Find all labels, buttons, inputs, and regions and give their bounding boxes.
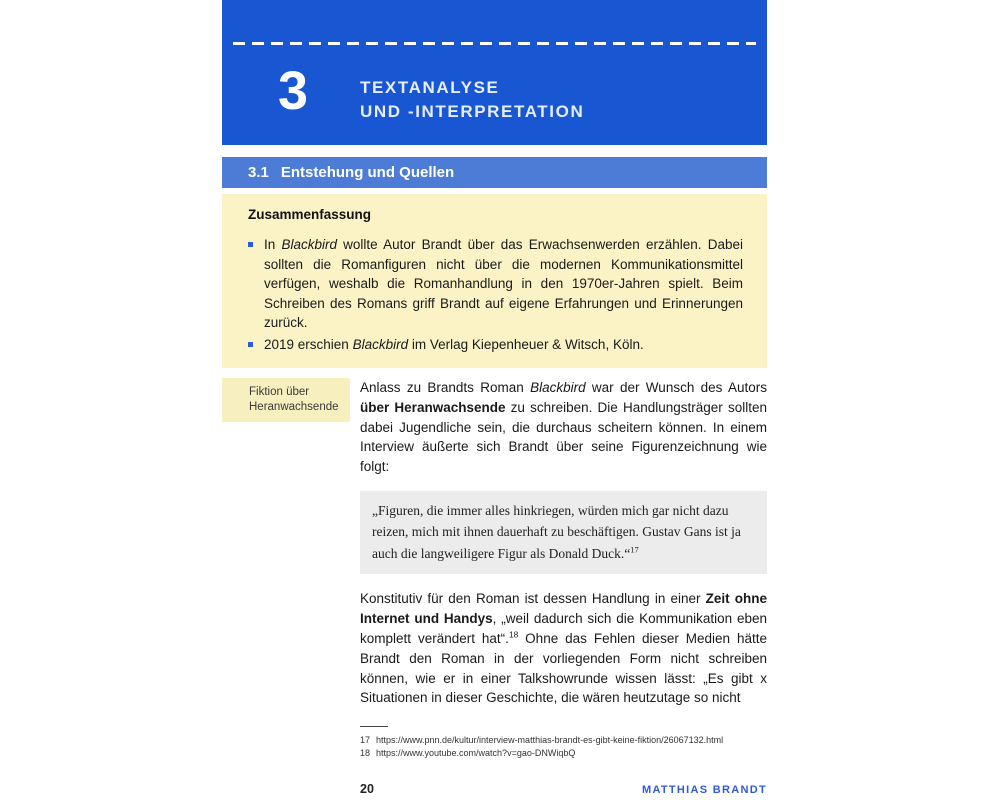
- footnote-18: [360, 747, 767, 760]
- footnote-link[interactable]: https://www.youtube.com/watch?v=gao-DNWiqbQ: [376, 748, 576, 758]
- body-paragraph-2: Konstitutiv für den Roman ist dessen Handlung in einer Zeit ohne Internet und Handys, „weil dadurch sich die Kommunikation eben komplett verändert hat“.$^{18}$ Ohne das Fehlen dieser Medien hätte Brandt den Roman in der vorliegenden Form nicht schreiben können, wie er in einer Talkshowrunde wissen lässt: „Es gibt x Situationen in dieser Geschichte, die wären heutzutage so nicht: [360, 591, 768, 706]
- footnote-link[interactable]: https://www.pnn.de/kultur/interview-matthias-brandt-es-gibt-keine-fiktion/26067132.html: [376, 735, 724, 745]
- section-title: Entstehung und Quellen: [280, 164, 455, 181]
- summary-bullet-2-text: 2019 erschien Blackbird im Verlag Kiepenheuer & Witsch, Köln.: [264, 336, 644, 352]
- summary-box: [222, 194, 767, 368]
- running-title: MATTHIAS BRANDT: [641, 784, 767, 796]
- summary-heading: Zusammenfassung: [248, 207, 372, 222]
- section-number: 3.1: [248, 164, 269, 181]
- section-heading-bar: [222, 157, 767, 188]
- footnote-number: 17: [360, 735, 371, 745]
- body-paragraph-1: Anlass zu Brandts Roman Blackbird war der Wunsch des Autors über Heranwachsende zu schreiben. Die Handlungsträger sollten dabei Jugendliche sein, die durchaus scheitern können. In einem Interview äußerte sich Brandt über seine Figurenzeichnung wie folgt:: [360, 380, 767, 475]
- page-footer: [360, 782, 767, 796]
- bullet-square-icon: [248, 242, 253, 247]
- footnotes: [360, 726, 767, 760]
- body-column: [360, 378, 767, 708]
- footnote-number: 18: [360, 748, 371, 758]
- summary-bullet-1: [248, 235, 743, 333]
- footnote-17: [360, 734, 767, 747]
- quote-box: „Figuren, die immer alles hinkriegen, würden mich gar nicht dazu reizen, mich mit ihnen dauerhaft zu beschäftigen. Gustav Gans ist ja auch die langweiligere Figur als Donald Duck.“$^{17}$: [360, 491, 767, 575]
- bullet-square-icon: [248, 342, 253, 347]
- summary-bullet-2: [248, 335, 743, 355]
- chapter-title-line2: UND -INTERPRETATION: [360, 102, 585, 121]
- chapter-number: 3: [278, 61, 309, 121]
- footnote-rule: [360, 726, 388, 727]
- margin-note: Fiktion über Heranwachsende: [222, 378, 350, 422]
- chapter-header: [222, 0, 767, 145]
- summary-bullet-1-text: In Blackbird wollte Autor Brandt über das Erwachsenwerden erzählen. Dabei sollten die Romanfiguren nicht über die modernen Kommunikationsmittel verfügen, weshalb die Romanhandlung in den 1970er-Jahren spielt. Beim Schreiben des Romans griff Brandt auf eigene Erfahrungen und Erinnerungen zurück.: [264, 237, 743, 331]
- chapter-title-line1: TEXTANALYSE: [360, 78, 500, 97]
- chapter-title: [360, 76, 584, 124]
- page-number: 20: [360, 782, 374, 796]
- dashed-divider: [233, 42, 756, 45]
